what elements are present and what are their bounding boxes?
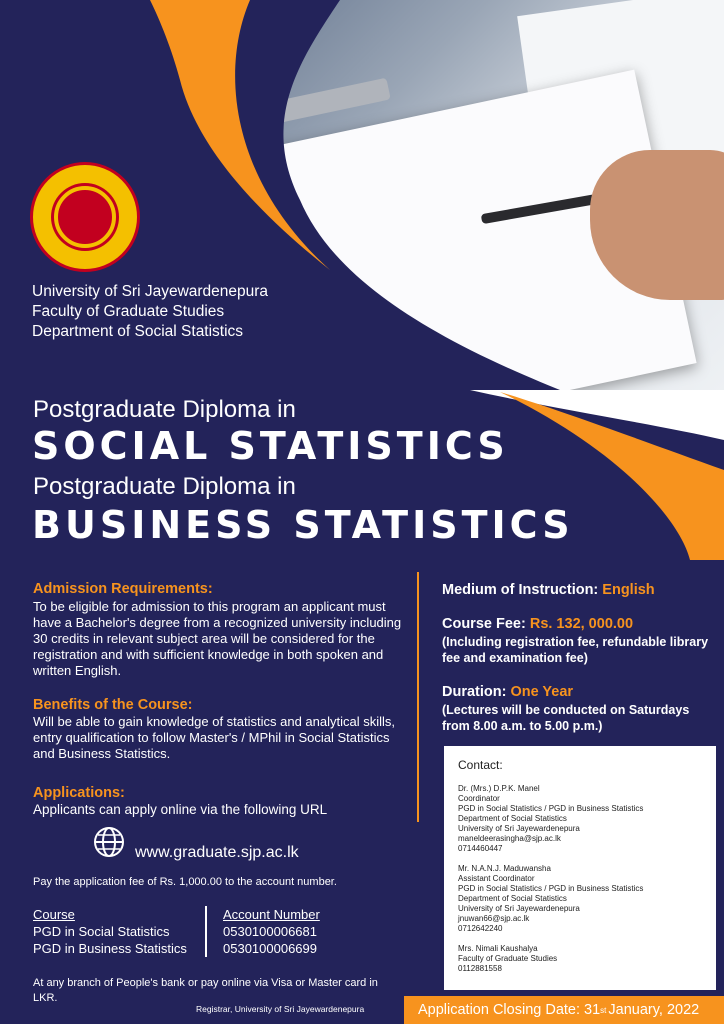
account-column-header: Account Number [223, 907, 320, 922]
contact-box [444, 746, 716, 990]
applications-text: Applicants can apply online via the following URL [33, 802, 328, 817]
contact-line: Mr. N.A.N.J. Maduwansha [458, 864, 551, 873]
closing-suffix: January, 2022 [608, 1002, 700, 1018]
department-name: Department of Social Statistics [32, 323, 244, 340]
medium-value: English [602, 582, 655, 598]
fee-row [442, 616, 633, 632]
benefits-heading: Benefits of the Course: [33, 697, 193, 713]
fee-value: Rs. 132, 000.00 [529, 616, 634, 632]
course-cell: PGD in Social Statistics [33, 924, 170, 939]
faculty-name: Faculty of Graduate Studies [32, 303, 225, 320]
contact-line: Department of Social Statistics [458, 814, 567, 823]
duration-label: Duration: [442, 684, 507, 700]
course-cell: PGD in Business Statistics [33, 941, 187, 956]
contact-phone: 0714460447 [458, 844, 503, 853]
contact-email[interactable]: maneldeerasingha@sjp.ac.lk [458, 834, 561, 843]
university-name: University of Sri Jayewardenepura [32, 283, 269, 300]
application-url-link[interactable]: www.graduate.sjp.ac.lk [135, 844, 299, 861]
contact-line: Mrs. Nimali Kaushalya [458, 944, 538, 953]
contact-heading: Contact: [458, 758, 503, 772]
contact-line: University of Sri Jayewardenepura [458, 904, 580, 913]
contact-phone: 0712642240 [458, 924, 503, 933]
contact-line: PGD in Social Statistics / PGD in Business Statistics [458, 884, 644, 893]
column-divider [417, 572, 419, 822]
program-name-business: BUSINESS STATISTICS [32, 503, 574, 547]
registrar-signature: Registrar, University of Sri Jayewardenepura [196, 1004, 365, 1014]
program-line-1: Postgraduate Diploma in [33, 396, 296, 423]
program-line-2: Postgraduate Diploma in [33, 473, 296, 500]
payment-branch-note: At any branch of People's bank or pay online via Visa or Master card in LKR. [33, 977, 378, 1004]
duration-value: One Year [510, 684, 574, 700]
contact-line: University of Sri Jayewardenepura [458, 824, 580, 833]
institution-block [32, 282, 268, 342]
benefits-text: Will be able to gain knowledge of statistics and analytical skills, entry qualification to follow Master's / MPhil in Social Statistics and Business Statistics. [33, 714, 396, 761]
url-row [93, 822, 299, 862]
contact-person [458, 864, 702, 934]
contact-person [458, 784, 702, 854]
contact-line: Coordinator [458, 794, 500, 803]
contact-line: Assistant Coordinator [458, 874, 535, 883]
admission-text: To be eligible for admission to this program an applicant must have a Bachelor's degree from a recognized university including 30 credits in relevant subject area will be considered for the registration and with sufficient knowledge in both spoken and written English. [33, 599, 402, 678]
contact-line: PGD in Social Statistics / PGD in Business Statistics [458, 804, 644, 813]
closing-sup: st [600, 1005, 607, 1015]
course-column-header: Course [33, 907, 75, 922]
fee-label: Course Fee: [442, 616, 526, 632]
contact-line: Faculty of Graduate Studies [458, 954, 558, 963]
closing-date-banner [404, 996, 724, 1024]
closing-prefix: Application Closing Date: 31 [418, 1002, 601, 1018]
program-name-social: SOCIAL STATISTICS [32, 424, 509, 468]
admission-heading: Admission Requirements: [33, 581, 213, 597]
contact-person [458, 944, 702, 974]
fee-note: (Including registration fee, refundable library fee and examination fee) [442, 635, 709, 665]
university-emblem-logo [30, 162, 140, 272]
account-table [33, 906, 320, 957]
applications-heading: Applications: [33, 785, 125, 801]
contact-line: Dr. (Mrs.) D.P.K. Manel [458, 784, 540, 793]
globe-icon [93, 826, 125, 858]
account-cell: 0530100006681 [223, 924, 317, 939]
duration-row [442, 684, 573, 700]
duration-note: (Lectures will be conducted on Saturdays from 8.00 a.m. to 5.00 p.m.) [442, 703, 690, 733]
contact-email[interactable]: jnuwan66@sjp.ac.lk [458, 914, 530, 923]
medium-row [442, 582, 655, 598]
contact-phone: 0112881558 [458, 964, 502, 973]
fee-instruction: Pay the application fee of Rs. 1,000.00 to the account number. [33, 876, 337, 888]
medium-label: Medium of Instruction: [442, 582, 599, 598]
contact-line: Department of Social Statistics [458, 894, 567, 903]
account-cell: 0530100006699 [223, 941, 317, 956]
